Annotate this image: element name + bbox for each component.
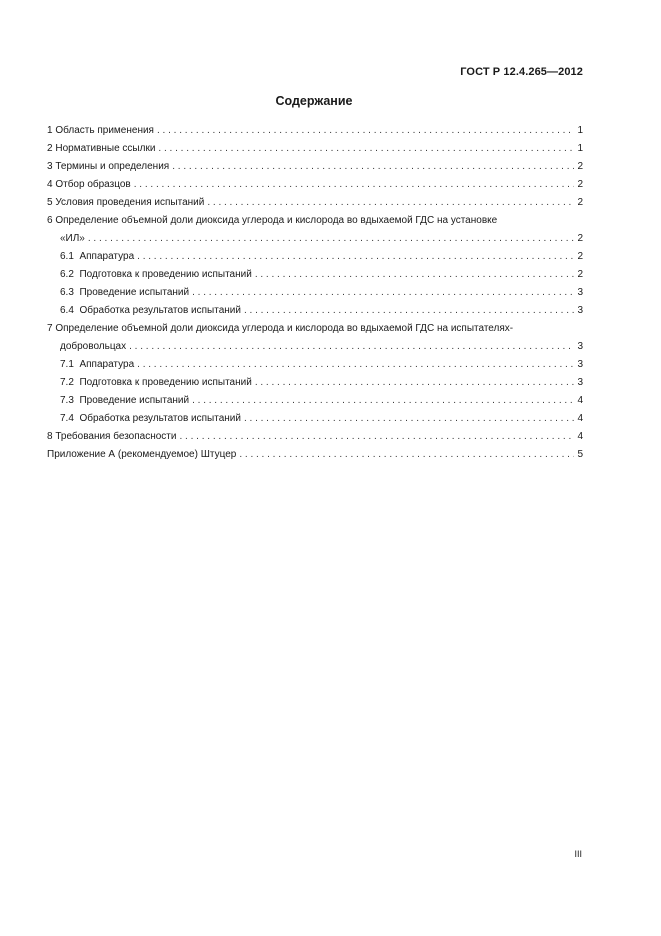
toc-entry-number: 5	[47, 197, 53, 208]
toc-entry-text: Обработка результатов испытаний	[79, 305, 241, 316]
toc-entry-page: 4	[577, 413, 583, 424]
toc-entry-page: 3	[577, 359, 583, 370]
toc-entry-text: Область применения	[55, 125, 154, 136]
toc-entry-page: 1	[577, 125, 583, 136]
document-code: ГОСТ Р 12.4.265—2012	[460, 66, 583, 78]
toc-entry-page: 4	[577, 431, 583, 442]
toc-entry-number: 6.2	[60, 269, 74, 280]
toc-entry-page: 3	[577, 377, 583, 388]
toc-entry[interactable]	[47, 302, 583, 320]
toc-entry-text: Условия проведения испытаний	[55, 197, 205, 208]
toc-entry-number: 4	[47, 179, 53, 190]
toc-entry[interactable]	[47, 176, 583, 194]
toc-entry-text: Подготовка к проведению испытаний	[79, 377, 252, 388]
toc-leader-dots	[192, 284, 574, 302]
toc-entry[interactable]	[47, 212, 583, 248]
toc-entry[interactable]	[47, 122, 583, 140]
toc-entry-page: 5	[577, 449, 583, 460]
toc-entry-number: 6.3	[60, 287, 74, 298]
page-number: III	[574, 849, 582, 859]
toc-entry-number: 7.2	[60, 377, 74, 388]
toc-entry[interactable]	[47, 266, 583, 284]
toc-entry[interactable]	[47, 428, 583, 446]
toc-leader-dots	[244, 410, 574, 428]
toc-entry-continuation: «ИЛ»	[60, 233, 85, 244]
toc-entry-text: Обработка результатов испытаний	[79, 413, 241, 424]
toc-entry[interactable]	[47, 356, 583, 374]
toc-entry[interactable]	[47, 446, 583, 464]
toc-entry-text: Аппаратура	[79, 359, 135, 370]
toc-entry[interactable]	[47, 140, 583, 158]
toc-leader-dots	[255, 374, 574, 392]
toc-leader-dots	[88, 230, 574, 248]
toc-leader-dots	[255, 266, 574, 284]
toc-leader-dots	[157, 122, 574, 140]
toc-leader-dots	[137, 248, 574, 266]
toc-entry-text: Отбор образцов	[55, 179, 131, 190]
toc-entry[interactable]	[47, 392, 583, 410]
toc-entry-text: Приложение А (рекомендуемое) Штуцер	[47, 449, 237, 460]
toc-entry-number: 6.1	[60, 251, 74, 262]
toc-entry-number: 7.4	[60, 413, 74, 424]
toc-entry[interactable]	[47, 320, 583, 356]
toc-entry-text: Подготовка к проведению испытаний	[79, 269, 252, 280]
toc-entry-page: 2	[577, 269, 583, 280]
toc-entry-page: 4	[577, 395, 583, 406]
toc-entry-number: 7.1	[60, 359, 74, 370]
toc-leader-dots	[172, 158, 574, 176]
toc-entry[interactable]	[47, 194, 583, 212]
toc-entry-continuation: добровольцах	[60, 341, 127, 352]
toc-leader-dots	[179, 428, 574, 446]
toc-entry-text: Аппаратура	[79, 251, 135, 262]
toc-leader-dots	[192, 392, 574, 410]
toc-entry-page: 3	[577, 305, 583, 316]
toc-leader-dots	[158, 140, 574, 158]
toc-entry[interactable]	[47, 410, 583, 428]
toc-entry-text: Определение объемной доли диоксида углерода и кислорода во вдыхаемой ГДС на испытателях-	[55, 323, 514, 334]
toc-leader-dots	[129, 338, 574, 356]
toc-entry-number: 7.3	[60, 395, 74, 406]
toc-entry-page: 2	[577, 197, 583, 208]
toc-entry[interactable]	[47, 248, 583, 266]
toc-entry[interactable]	[47, 374, 583, 392]
toc-entry[interactable]	[47, 284, 583, 302]
toc-entry-text: Требования безопасности	[55, 431, 177, 442]
toc-entry-number: 6	[47, 215, 53, 226]
toc-entry-number: 1	[47, 125, 53, 136]
toc-leader-dots	[207, 194, 574, 212]
toc-entry-text: Термины и определения	[55, 161, 170, 172]
toc-entry-page: 2	[577, 233, 583, 244]
table-of-contents	[47, 122, 583, 464]
toc-entry[interactable]	[47, 158, 583, 176]
toc-entry-page: 3	[577, 341, 583, 352]
toc-entry-number: 3	[47, 161, 53, 172]
toc-entry-text: Определение объемной доли диоксида углерода и кислорода во вдыхаемой ГДС на установке	[55, 215, 498, 226]
toc-entry-number: 7	[47, 323, 53, 334]
toc-leader-dots	[239, 446, 574, 464]
toc-title: Содержание	[275, 94, 353, 108]
toc-entry-number: 8	[47, 431, 53, 442]
toc-entry-text: Нормативные ссылки	[55, 143, 156, 154]
toc-entry-number: 2	[47, 143, 53, 154]
toc-leader-dots	[244, 302, 574, 320]
toc-entry-page: 2	[577, 179, 583, 190]
toc-entry-page: 3	[577, 287, 583, 298]
toc-leader-dots	[137, 356, 574, 374]
toc-entry-page: 2	[577, 161, 583, 172]
toc-entry-page: 2	[577, 251, 583, 262]
toc-entry-page: 1	[577, 143, 583, 154]
toc-entry-text: Проведение испытаний	[79, 287, 190, 298]
toc-entry-text: Проведение испытаний	[79, 395, 190, 406]
toc-leader-dots	[134, 176, 574, 194]
toc-entry-number: 6.4	[60, 305, 74, 316]
